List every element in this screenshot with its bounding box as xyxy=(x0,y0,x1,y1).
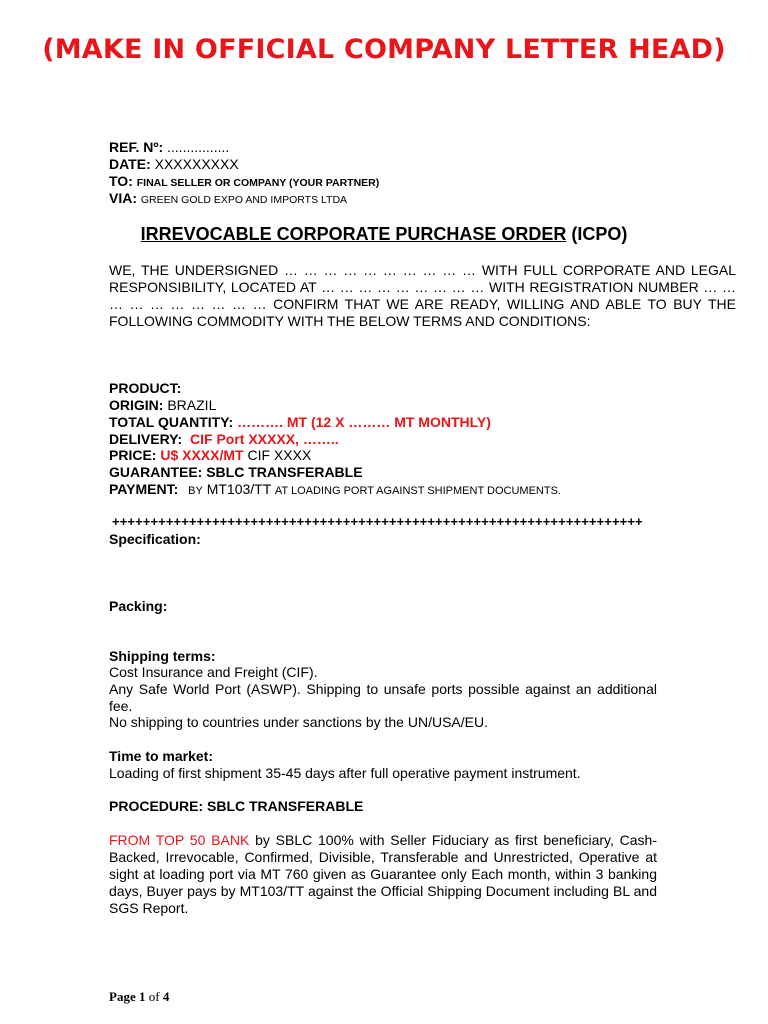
packing-label: Packing: xyxy=(109,598,168,614)
payment-post: AT LOADING PORT AGAINST SHIPMENT DOCUMENTS. xyxy=(274,485,561,497)
procedure-text: by SBLC 100% with Seller Fiduciary as first beneficiary, Cash-Backed, Irrevocable, Confirmed, Divisible, Transferable and Unrestricted, Operative at sight at loading port via MT 760 given as Guarantee only Each month, within 3 banking days, Buyer pays by MT103/TT against the Official Shipping Document including BL and SGS Report. xyxy=(109,832,658,916)
date-label: DATE: xyxy=(109,156,151,172)
delivery-value: CIF Port XXXXX, …….. xyxy=(190,431,339,447)
intro-paragraph: WE, THE UNDERSIGNED … … … … … … … … … … WITH FULL CORPORATE AND LEGAL RESPONSIBILITY, LOCATED AT … … … … … … … … … WITH REGISTRATION NUMBER … … … … … … … … … … CONFIRM THAT WE ARE READY, WILLING AND ABLE TO BUY THE FOLLOWING COMMODITY WITH THE BELOW TERMS AND CONDITIONS: xyxy=(109,262,736,329)
date-line xyxy=(109,156,239,173)
shipping-line-1: Cost Insurance and Freight (CIF). xyxy=(109,664,318,680)
separator-line: +++++++++++++++++++++++++++++++++++++++++++++++++++++++++++++++++++++ xyxy=(112,514,643,529)
procedure-heading xyxy=(109,798,363,815)
origin-label: ORIGIN: xyxy=(109,397,164,413)
origin-line xyxy=(109,397,216,414)
of-word: of xyxy=(148,989,160,1004)
ref-value: ................ xyxy=(167,139,230,155)
procedure-red-text: FROM TOP 50 BANK xyxy=(109,832,250,848)
via-value: GREEN GOLD EXPO AND IMPORTS LTDA xyxy=(140,194,348,206)
page-word: Page xyxy=(109,989,136,1004)
via-line xyxy=(109,190,347,209)
title-suffix: (ICPO) xyxy=(571,224,628,244)
page-footer xyxy=(109,989,169,1005)
time-to-market-text: Loading of first shipment 35-45 days after full operative payment instrument. xyxy=(109,765,581,781)
packing-heading xyxy=(109,598,167,615)
shipping-line-2: Any Safe World Port (ASWP). Shipping to unsafe ports possible against an additional fee. xyxy=(109,681,657,714)
shipping-line-3: No shipping to countries under sanctions by the UN/USA/EU. xyxy=(109,714,488,730)
quantity-value: ………. MT (12 X ……… MT MONTHLY) xyxy=(237,414,491,430)
delivery-label: DELIVERY: xyxy=(109,431,183,447)
price-line xyxy=(109,447,311,464)
time-to-market-heading xyxy=(109,748,213,765)
payment-code: MT103/TT xyxy=(206,481,272,497)
procedure-paragraph xyxy=(109,832,657,917)
date-value: XXXXXXXXX xyxy=(154,156,239,172)
time-to-market-label: Time to market: xyxy=(109,748,213,764)
delivery-line xyxy=(109,431,339,448)
payment-line xyxy=(109,481,561,500)
product-line xyxy=(109,380,181,397)
to-value: FINAL SELLER OR COMPANY (YOUR PARTNER) xyxy=(136,177,380,189)
to-label: TO: xyxy=(109,173,133,189)
shipping-heading xyxy=(109,648,216,665)
shipping-label: Shipping terms: xyxy=(109,648,216,664)
title-main: IRREVOCABLE CORPORATE PURCHASE ORDER xyxy=(140,224,567,244)
product-label: PRODUCT: xyxy=(109,380,182,396)
origin-value: BRAZIL xyxy=(167,397,217,413)
price-label: PRICE: xyxy=(109,447,157,463)
quantity-line xyxy=(109,414,491,431)
guarantee-label: GUARANTEE: SBLC TRANSFERABLE xyxy=(109,464,363,480)
letterhead-instruction: (MAKE IN OFFICIAL COMPANY LETTER HEAD) xyxy=(42,34,726,65)
payment-label: PAYMENT: xyxy=(109,481,179,497)
payment-pre: BY xyxy=(188,485,203,497)
page-number: 1 xyxy=(138,989,146,1004)
page-total: 4 xyxy=(162,989,170,1004)
price-value-black: CIF XXXX xyxy=(247,447,312,463)
specification-heading xyxy=(109,531,201,548)
via-label: VIA: xyxy=(109,190,137,206)
price-value-red: U$ XXXX/MT xyxy=(160,447,244,463)
guarantee-line xyxy=(109,464,363,481)
document-title xyxy=(0,224,768,245)
ref-line xyxy=(109,139,229,156)
ref-label: REF. Nº: xyxy=(109,139,164,155)
quantity-label: TOTAL QUANTITY: xyxy=(109,414,234,430)
specification-label: Specification: xyxy=(109,531,201,547)
procedure-label: PROCEDURE: SBLC TRANSFERABLE xyxy=(109,798,364,814)
